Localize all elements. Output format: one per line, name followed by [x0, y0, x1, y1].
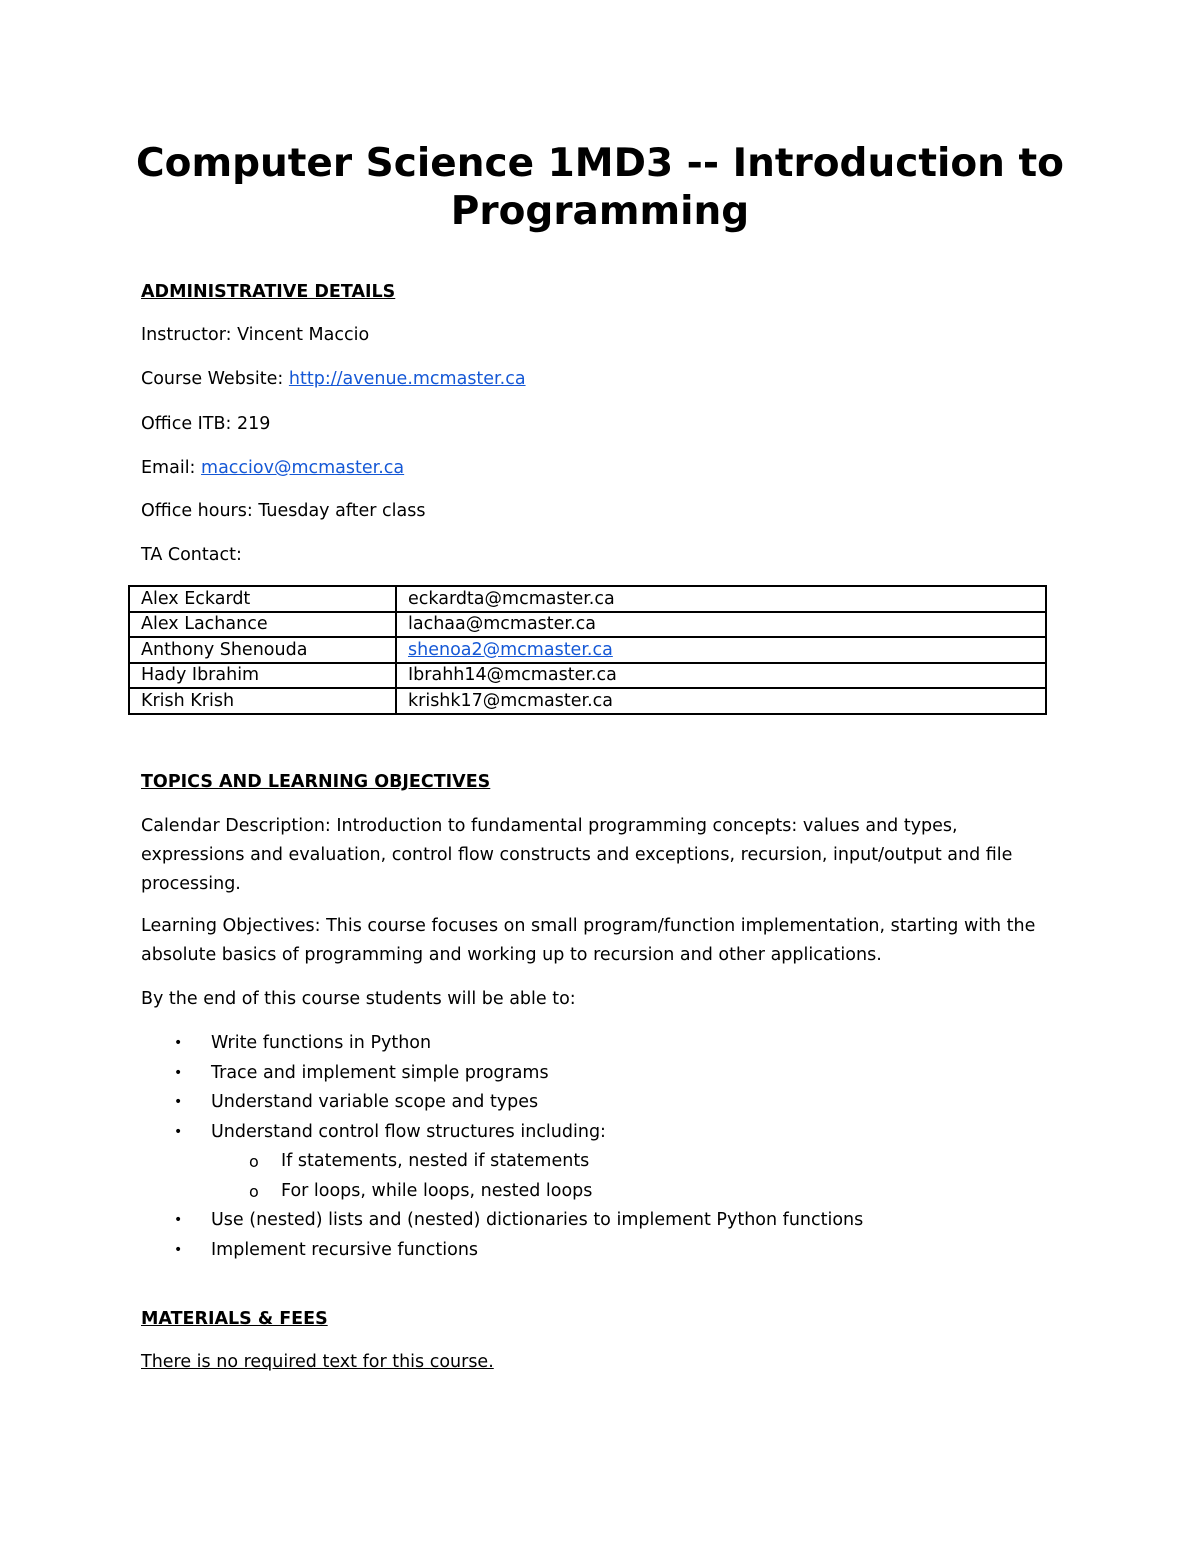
objectives-intro: By the end of this course students will be able to: [141, 989, 576, 1009]
email-line [141, 457, 404, 479]
page-title: Computer Science 1MD3 -- Introduction to Programming [136, 141, 1064, 234]
bullet-marker: • [174, 1212, 183, 1228]
objectives-list [141, 1029, 863, 1265]
calendar-description: Calendar Description: Introduction to fundamental programming concepts: values and types, expressions and evaluation, control flow constructs and exceptions, recursion, input/output and file processing. [141, 816, 1013, 894]
list-item: • Write functions in Python [141, 1029, 863, 1059]
list-item: • Understand variable scope and types [141, 1088, 863, 1118]
website-line [141, 368, 526, 390]
table-row [129, 663, 1046, 689]
list-item: • Implement recursive functions [141, 1236, 863, 1266]
instructor-label: Instructor: [141, 325, 232, 345]
list-item: • Use (nested) lists and (nested) dictionaries to implement Python functions [141, 1206, 863, 1236]
list-item: • Understand control flow structures including: [141, 1118, 863, 1148]
ta-email: eckardta@mcmaster.ca [396, 586, 1046, 612]
table-row [129, 688, 1046, 714]
table-row [129, 612, 1046, 638]
bullet-marker: • [174, 1064, 183, 1081]
office-label: Office ITB: [141, 414, 232, 434]
admin-heading: ADMINISTRATIVE DETAILS [141, 282, 396, 302]
ta-name: Alex Lachance [129, 612, 396, 638]
office-room: 219 [236, 414, 271, 434]
learning-objectives: Learning Objectives: This course focuses on small program/function implementation, starting with the absolute basics of programming and working up to recursion and other applications. [141, 916, 1036, 965]
sub-bullet-marker: o [249, 1181, 259, 1201]
ta-email: Ibrahh14@mcmaster.ca [396, 663, 1046, 689]
ta-name: Anthony Shenouda [129, 637, 396, 663]
list-item: • Trace and implement simple programs [141, 1059, 863, 1089]
topics-heading: TOPICS AND LEARNING OBJECTIVES [141, 772, 491, 792]
ta-name: Alex Eckardt [129, 586, 396, 612]
ta-email: krishk17@mcmaster.ca [396, 688, 1046, 714]
table-row [129, 586, 1046, 612]
ta-email-cell [396, 637, 1046, 663]
email-label: Email: [141, 458, 196, 478]
table-row [129, 637, 1046, 663]
ta-contact-label: TA Contact: [141, 545, 242, 565]
ta-contact-table [128, 585, 1047, 715]
sub-bullet-marker: o [249, 1152, 259, 1171]
ta-email: lachaa@mcmaster.ca [396, 612, 1046, 638]
website-link[interactable]: http://avenue.mcmaster.ca [288, 369, 526, 389]
materials-heading: MATERIALS & FEES [141, 1309, 328, 1329]
ta-name: Krish Krish [129, 688, 396, 714]
materials-text: There is no required text for this course. [141, 1352, 494, 1372]
instructor-line [141, 324, 369, 346]
office-hours-value: Tuesday after class [258, 501, 426, 521]
bullet-marker: • [174, 1123, 183, 1140]
ta-email-link[interactable]: shenoa2@mcmaster.ca [408, 639, 613, 660]
website-label: Course Website: [141, 369, 284, 389]
office-hours-line [141, 500, 426, 522]
office-hours-label: Office hours: [141, 501, 253, 521]
sub-list-item: o For loops, while loops, nested loops [141, 1177, 863, 1207]
bullet-marker: • [174, 1094, 183, 1110]
bullet-marker: • [174, 1241, 183, 1258]
office-line [141, 413, 270, 435]
email-link[interactable]: macciov@mcmaster.ca [201, 458, 405, 478]
ta-name: Hady Ibrahim [129, 663, 396, 689]
sub-list-item: o If statements, nested if statements [141, 1147, 863, 1177]
instructor-name: Vincent Maccio [237, 325, 370, 345]
bullet-marker: • [174, 1035, 183, 1051]
